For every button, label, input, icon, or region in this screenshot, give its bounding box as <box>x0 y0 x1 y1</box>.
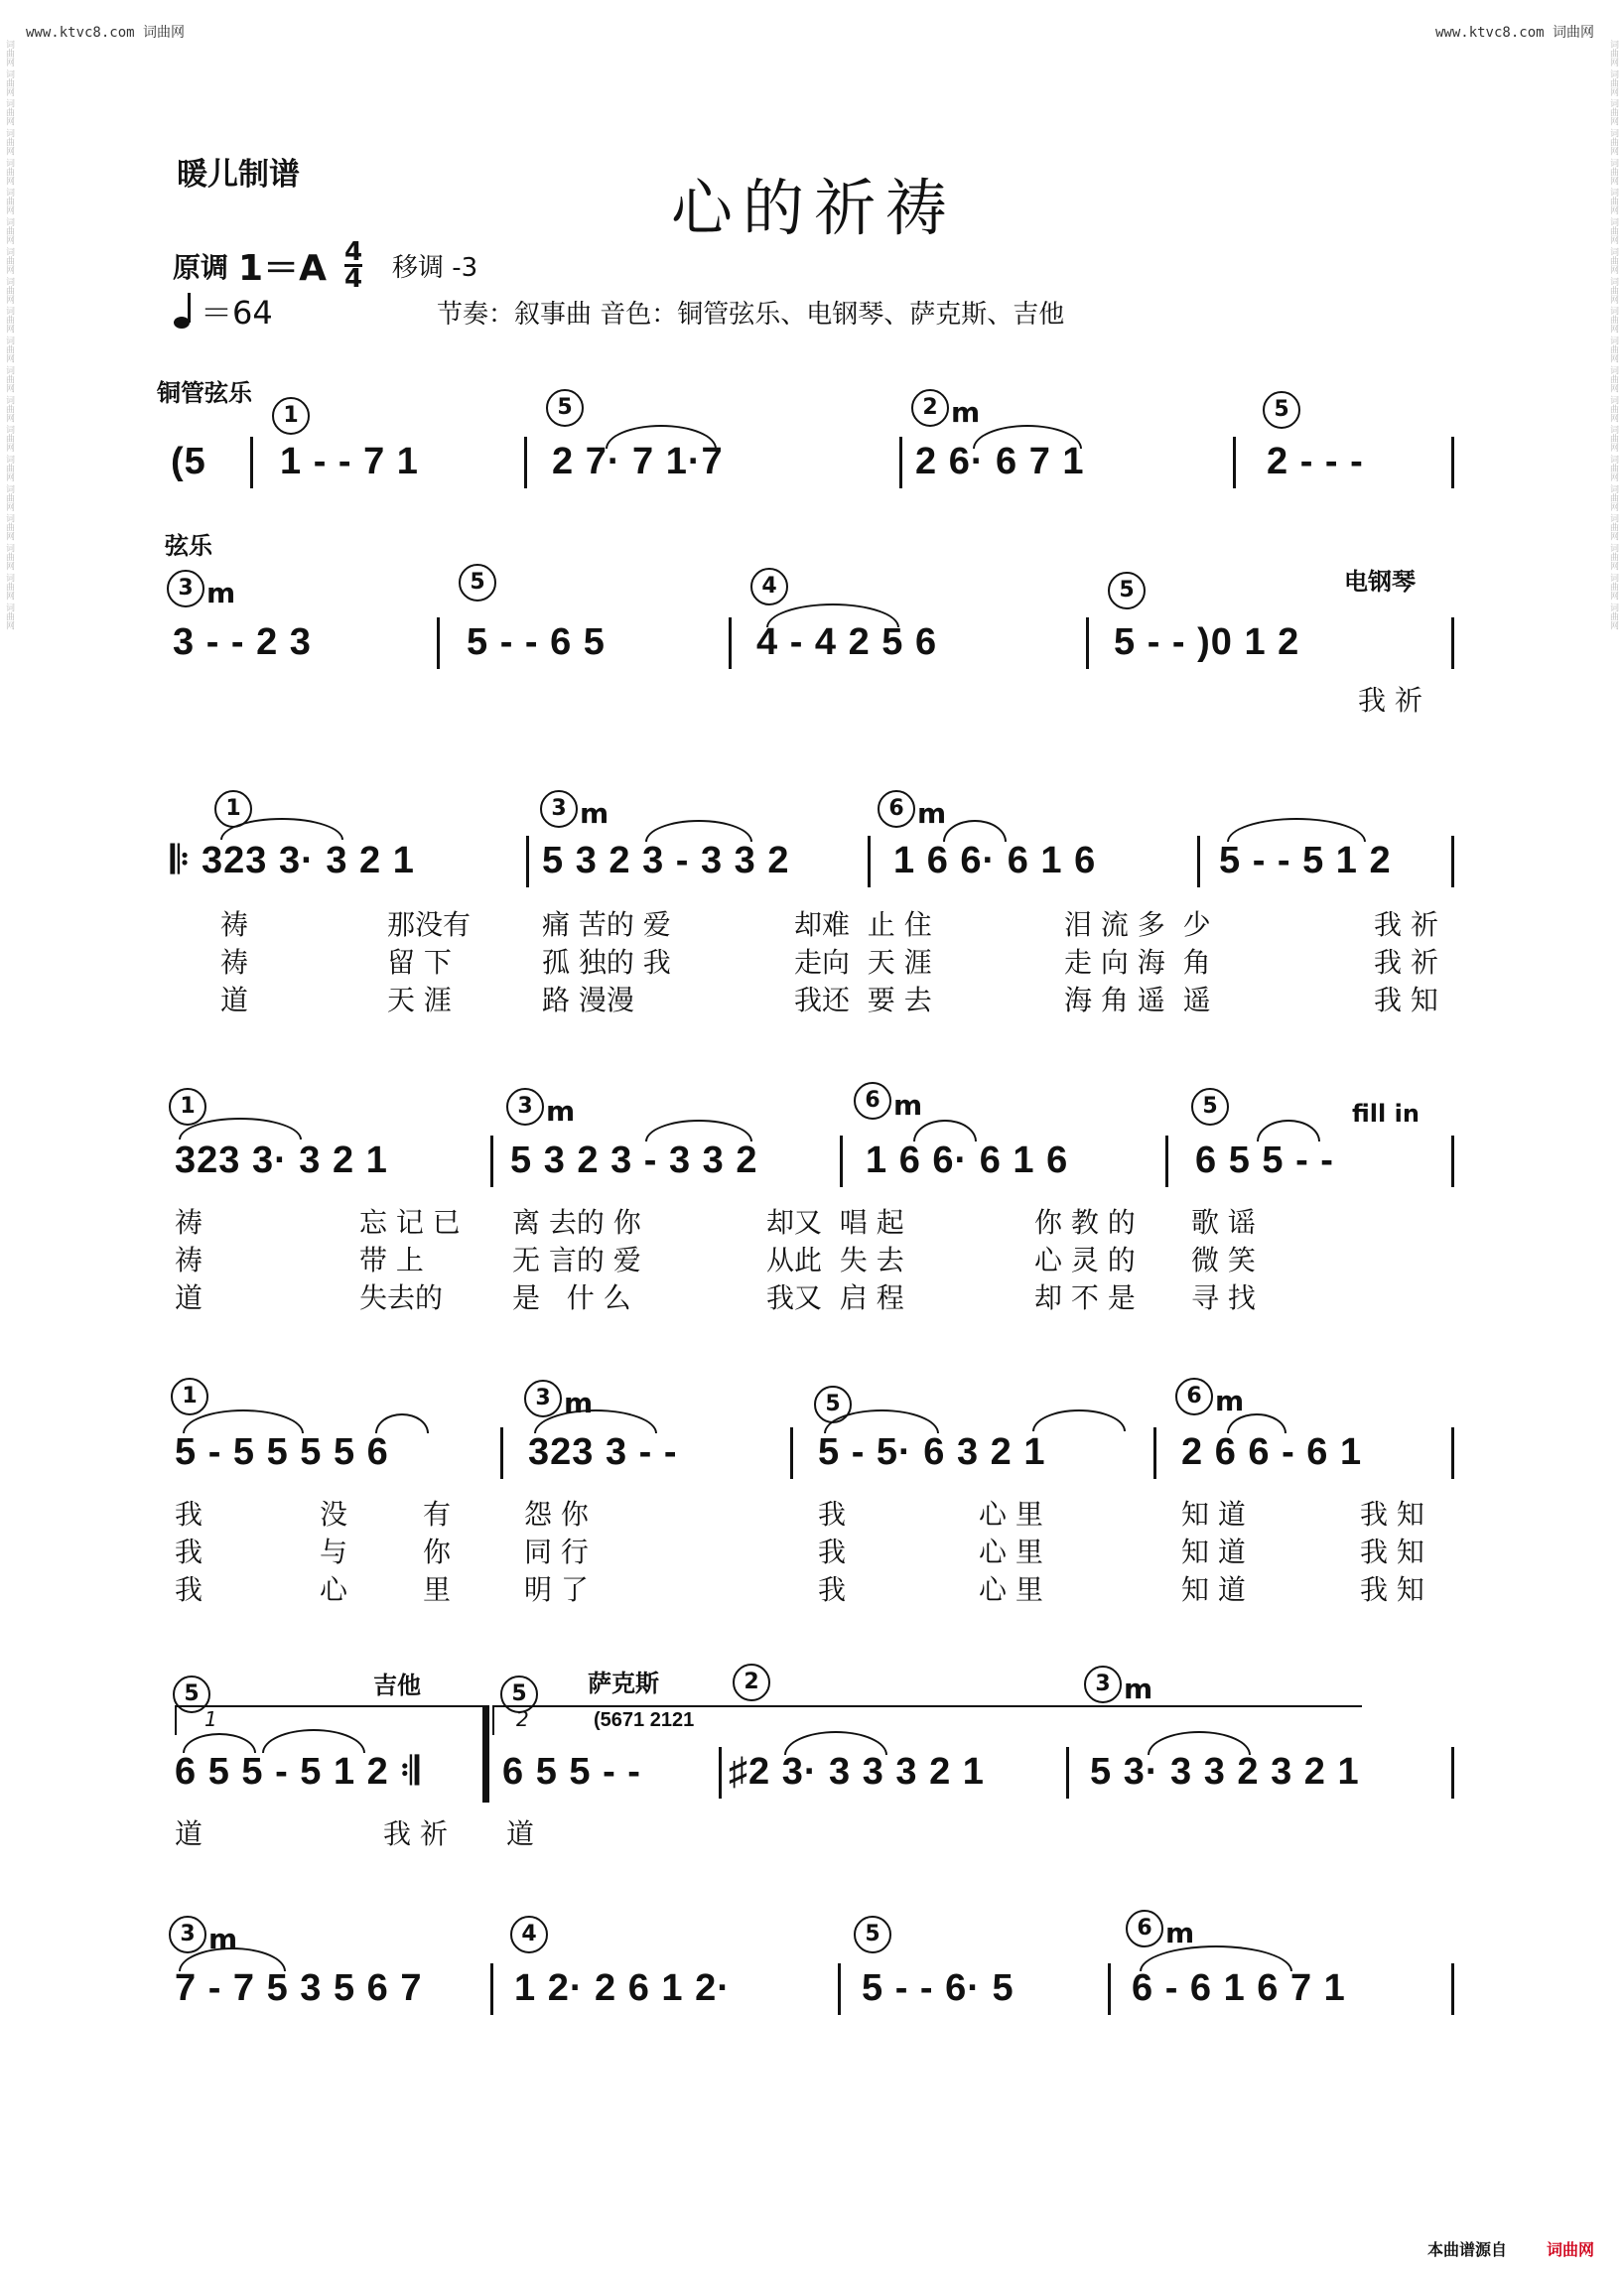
measure-notes: 1 6 6· 6 1 6 <box>866 1139 1069 1181</box>
lyric: 却难 止 住 <box>794 908 932 941</box>
lyric: 带 上 <box>359 1244 424 1276</box>
lyric: 微 笑 <box>1191 1244 1256 1276</box>
instrument-label-epiano: 电钢琴 <box>1344 568 1416 596</box>
bar-line <box>1451 1963 1454 2015</box>
lyric: 失去的 <box>359 1281 444 1314</box>
bar-line <box>1451 1136 1454 1187</box>
chord-marker: 5 <box>1263 391 1302 429</box>
chord-marker: 3 m <box>506 1088 575 1126</box>
lyric: 我 <box>175 1536 203 1568</box>
lyric: 你 教 的 <box>1034 1206 1136 1239</box>
measure-notes: 5 - - 6 5 <box>467 621 606 663</box>
footer-brand-link[interactable]: 词曲网 <box>1546 2240 1594 2259</box>
instrument-label-strings: 弦乐 <box>165 532 212 560</box>
bar-line <box>840 1136 843 1187</box>
tempo-value: ＝64 <box>201 294 273 332</box>
chord-marker: 1 <box>169 1088 208 1126</box>
song-title: 心的祈祷 <box>670 172 957 244</box>
chord-marker: 2 <box>733 1664 772 1701</box>
lyric: 孤 独的 我 <box>542 946 671 979</box>
bar-line <box>1451 437 1454 488</box>
chord-marker: 5 <box>1191 1088 1231 1126</box>
bar-line <box>490 1136 493 1187</box>
footer <box>1427 2237 1594 2260</box>
lyric: 与 <box>320 1536 348 1568</box>
tie-arc <box>1227 818 1366 842</box>
tie-arc <box>645 1120 752 1141</box>
lyric: 我 知 <box>1374 984 1438 1016</box>
lyric: 路 漫漫 <box>542 984 634 1016</box>
lyric: 寻 找 <box>1191 1281 1256 1314</box>
bar-line <box>1197 836 1200 887</box>
tempo-marking <box>173 288 273 334</box>
chord-marker: 4 <box>750 568 790 605</box>
lyric: 我又 启 程 <box>766 1281 904 1314</box>
bar-line <box>1165 1136 1168 1187</box>
lyric: 痛 苦的 爱 <box>542 908 671 941</box>
tie-arc <box>1140 1945 1292 1971</box>
lyric: 从此 失 去 <box>766 1244 904 1276</box>
quarter-note-icon <box>173 291 195 331</box>
bar-line <box>1233 437 1236 488</box>
lyric: 道 <box>220 984 249 1016</box>
arranger-credit: 暖儿制谱 <box>177 157 300 193</box>
chord-marker: 1 <box>171 1378 210 1415</box>
lyric: 祷 <box>220 908 249 941</box>
key-label: 原调 <box>173 250 229 284</box>
repeat-bar <box>482 1705 489 1803</box>
fill-in-annotation: fill in <box>1352 1100 1420 1128</box>
measure-notes: 7 - 7 5 3 5 6 7 <box>175 1967 423 2009</box>
lyric: 我 知 <box>1360 1498 1424 1531</box>
time-signature <box>343 237 363 294</box>
lyric: 心 里 <box>979 1498 1043 1531</box>
chord-marker: 6 m <box>854 1082 922 1120</box>
chord-marker: 3 m <box>169 1916 237 1953</box>
lyric: 忘 记 已 <box>359 1206 461 1239</box>
measure-notes: 2 6 6 - 6 1 <box>1181 1431 1363 1473</box>
second-ending-number: 2 <box>516 1707 529 1731</box>
bar-line <box>1108 1963 1111 2015</box>
tie-arc <box>1032 1409 1126 1431</box>
bar-line <box>250 437 253 488</box>
lyric: 我 <box>818 1498 847 1531</box>
lyric: 里 <box>423 1573 452 1606</box>
chord-marker: 5 <box>814 1386 854 1423</box>
first-ending-number: 1 <box>204 1707 217 1731</box>
tie-arc <box>645 820 752 842</box>
chord-marker: 5 <box>173 1675 212 1713</box>
lyric: 却 不 是 <box>1034 1281 1136 1314</box>
bar-line <box>526 836 529 887</box>
measure-notes: 2 6· 6 7 1 <box>915 441 1085 482</box>
chord-marker: 3 m <box>1084 1666 1152 1703</box>
bar-line <box>1153 1427 1156 1479</box>
chord-marker: 1 <box>272 397 312 435</box>
lyric: 我 祈 <box>383 1817 448 1850</box>
lyric: 我 <box>175 1498 203 1531</box>
lyric: 道 <box>175 1817 203 1850</box>
lyric: 心 灵 的 <box>1034 1244 1136 1276</box>
bar-line <box>1066 1747 1069 1799</box>
instrument-label-brass: 铜管弦乐 <box>157 379 252 407</box>
lyric: 怨 你 <box>524 1498 589 1531</box>
measure-notes: 5 3· 3 3 2 3 2 1 <box>1090 1751 1360 1793</box>
transpose-info: 移调 -3 <box>392 253 478 283</box>
measure-notes: 4 - 4 2 5 6 <box>756 621 938 663</box>
bar-line <box>490 1963 493 2015</box>
tie-arc <box>375 1413 429 1433</box>
grace-notes: (5671 2121 <box>594 1709 695 1731</box>
lyric: 我还 要 去 <box>794 984 932 1016</box>
bar-line <box>524 437 527 488</box>
lyric: 我 祈 <box>1374 946 1438 979</box>
tie-arc <box>766 603 899 627</box>
lyric: 是 什 么 <box>512 1281 631 1314</box>
measure-notes: 5 - - )0 1 2 <box>1114 621 1300 663</box>
chord-marker: 2 m <box>911 389 980 427</box>
chord-marker: 6 m <box>1126 1910 1194 1947</box>
bar-line <box>719 1747 722 1799</box>
measure-notes: 6 5 5 - 5 1 2 𝄇 <box>175 1751 420 1793</box>
lyric: 心 里 <box>979 1573 1043 1606</box>
rhythm-instrument-info: 节奏：叙事曲 音色：铜管弦乐、电钢琴、萨克斯、吉他 <box>437 300 1065 330</box>
chord-marker: 3 m <box>167 570 235 607</box>
lyric: 留 下 <box>387 946 452 979</box>
chord-marker: 5 <box>459 564 498 602</box>
bar-line <box>868 836 871 887</box>
measure-notes: 2 - - - <box>1267 441 1364 482</box>
lyric: 那没有 <box>387 908 472 941</box>
measure-notes: 1 2· 2 6 1 2· <box>514 1967 731 2009</box>
instrument-label-sax: 萨克斯 <box>588 1670 659 1697</box>
lyric: 我 <box>818 1573 847 1606</box>
edge-watermark-left: 词曲网 词曲网 词曲网 词曲网 词曲网 词曲网 词曲网 词曲网 词曲网 词曲网 词曲网 词曲网 词曲网 词曲网 词曲网 词曲网 词曲网 词曲网 词曲网 词曲网 <box>4 40 14 630</box>
lyric: 道 <box>506 1817 535 1850</box>
lyric: 心 <box>320 1573 348 1606</box>
lyric: 同 行 <box>524 1536 589 1568</box>
lyric: 没 <box>320 1498 348 1531</box>
measure-notes: 2 7· 7 1·7 <box>552 441 724 482</box>
lyric: 有 <box>423 1498 452 1531</box>
chord-marker: 6 m <box>878 790 946 828</box>
measure-notes: 5 3 2 3 - 3 3 2 <box>542 840 790 881</box>
chord-marker: 5 <box>854 1916 893 1953</box>
site-url-right[interactable]: www.ktvc8.com 词曲网 <box>1434 25 1594 41</box>
measure-notes: 5 - 5 5 5 5 6 <box>175 1431 389 1473</box>
bar-line <box>1451 836 1454 887</box>
bar-line <box>500 1427 503 1479</box>
tie-arc <box>1257 1120 1320 1141</box>
lyric: 泪 流 多 少 <box>1064 908 1211 941</box>
measure-notes: 323 3· 3 2 1 <box>175 1139 388 1181</box>
tie-arc <box>973 425 1082 449</box>
tie-arc <box>606 425 717 449</box>
lyric: 却又 唱 起 <box>766 1206 904 1239</box>
lyric: 知 道 <box>1181 1573 1246 1606</box>
lyric: 知 道 <box>1181 1498 1246 1531</box>
bar-line <box>838 1963 841 2015</box>
key-signature-line <box>173 237 478 294</box>
bar-line <box>790 1427 793 1479</box>
lyric: 走向 天 涯 <box>794 946 932 979</box>
bar-line <box>1451 1427 1454 1479</box>
bar-line <box>1451 617 1454 669</box>
footer-source: 本曲谱源自 <box>1426 2240 1507 2259</box>
measure-notes: 6 5 5 - - <box>502 1751 641 1793</box>
lyric: 我 知 <box>1360 1573 1424 1606</box>
chord-marker: 3 m <box>524 1380 593 1417</box>
measure-notes: 5 3 2 3 - 3 3 2 <box>510 1139 758 1181</box>
measure-notes: (5 <box>171 441 206 482</box>
lyric: 祷 <box>220 946 249 979</box>
lyric: 你 <box>423 1536 452 1568</box>
edge-watermark-right: 词曲网 词曲网 词曲网 词曲网 词曲网 词曲网 词曲网 词曲网 词曲网 词曲网 词曲网 词曲网 词曲网 词曲网 词曲网 词曲网 词曲网 词曲网 词曲网 词曲网 <box>1608 40 1618 630</box>
chord-marker: 5 <box>546 389 586 427</box>
measure-notes: 1 6 6· 6 1 6 <box>893 840 1097 881</box>
measure-notes: 1 - - 7 1 <box>280 441 419 482</box>
lyric: 歌 谣 <box>1191 1206 1256 1239</box>
bar-line <box>899 437 902 488</box>
lyric: 离 去的 你 <box>512 1206 641 1239</box>
lyric: 我 祈 <box>1374 908 1438 941</box>
time-top: 4 <box>343 237 363 267</box>
chord-marker: 5 <box>500 1675 540 1713</box>
measure-notes: 𝄆 323 3· 3 2 1 <box>171 840 415 881</box>
tie-arc <box>183 1733 256 1753</box>
chord-marker: 3 m <box>540 790 609 828</box>
lyric: 我 知 <box>1360 1536 1424 1568</box>
lyric: 道 <box>175 1281 203 1314</box>
lyric: 无 言的 爱 <box>512 1244 641 1276</box>
measure-notes: 5 - - 6· 5 <box>862 1967 1015 2009</box>
chord-marker: 1 <box>214 790 254 828</box>
lyric: 祷 <box>175 1206 203 1239</box>
instrument-label-guitar: 吉他 <box>373 1672 421 1699</box>
lyric: 海 角 遥 遥 <box>1064 984 1211 1016</box>
lyric: 我 <box>175 1573 203 1606</box>
chord-marker: 5 <box>1108 572 1148 609</box>
measure-notes: 6 5 5 - - <box>1195 1139 1334 1181</box>
tie-arc <box>913 1120 977 1141</box>
site-url-left[interactable]: www.ktvc8.com 词曲网 <box>26 25 186 41</box>
lyric: 祷 <box>175 1244 203 1276</box>
bar-line <box>1086 617 1089 669</box>
chord-marker: 4 <box>510 1916 550 1953</box>
lyric: 明 了 <box>524 1573 589 1606</box>
bar-line <box>437 617 440 669</box>
lyric: 心 里 <box>979 1536 1043 1568</box>
lyric: 知 道 <box>1181 1536 1246 1568</box>
measure-notes: 5 - - 5 1 2 <box>1219 840 1392 881</box>
measure-notes: 323 3 - - <box>528 1431 678 1473</box>
key-value: 1＝A <box>238 248 327 289</box>
measure-notes: 3 - - 2 3 <box>173 621 312 663</box>
chord-marker: 6 m <box>1175 1378 1244 1415</box>
bar-line <box>1451 1747 1454 1799</box>
measure-notes: 6 - 6 1 6 7 1 <box>1132 1967 1346 2009</box>
time-bottom: 4 <box>343 264 363 294</box>
bar-line <box>729 617 732 669</box>
measure-notes: 5 - 5· 6 3 2 1 <box>818 1431 1046 1473</box>
lyric: 走 向 海 角 <box>1064 946 1211 979</box>
tie-arc <box>943 820 1007 842</box>
lyric-line: 我 祈 <box>1358 684 1422 717</box>
lyric: 我 <box>818 1536 847 1568</box>
measure-notes: ♯2 3· 3 3 3 2 1 <box>729 1751 985 1793</box>
lyric: 天 涯 <box>387 984 452 1016</box>
